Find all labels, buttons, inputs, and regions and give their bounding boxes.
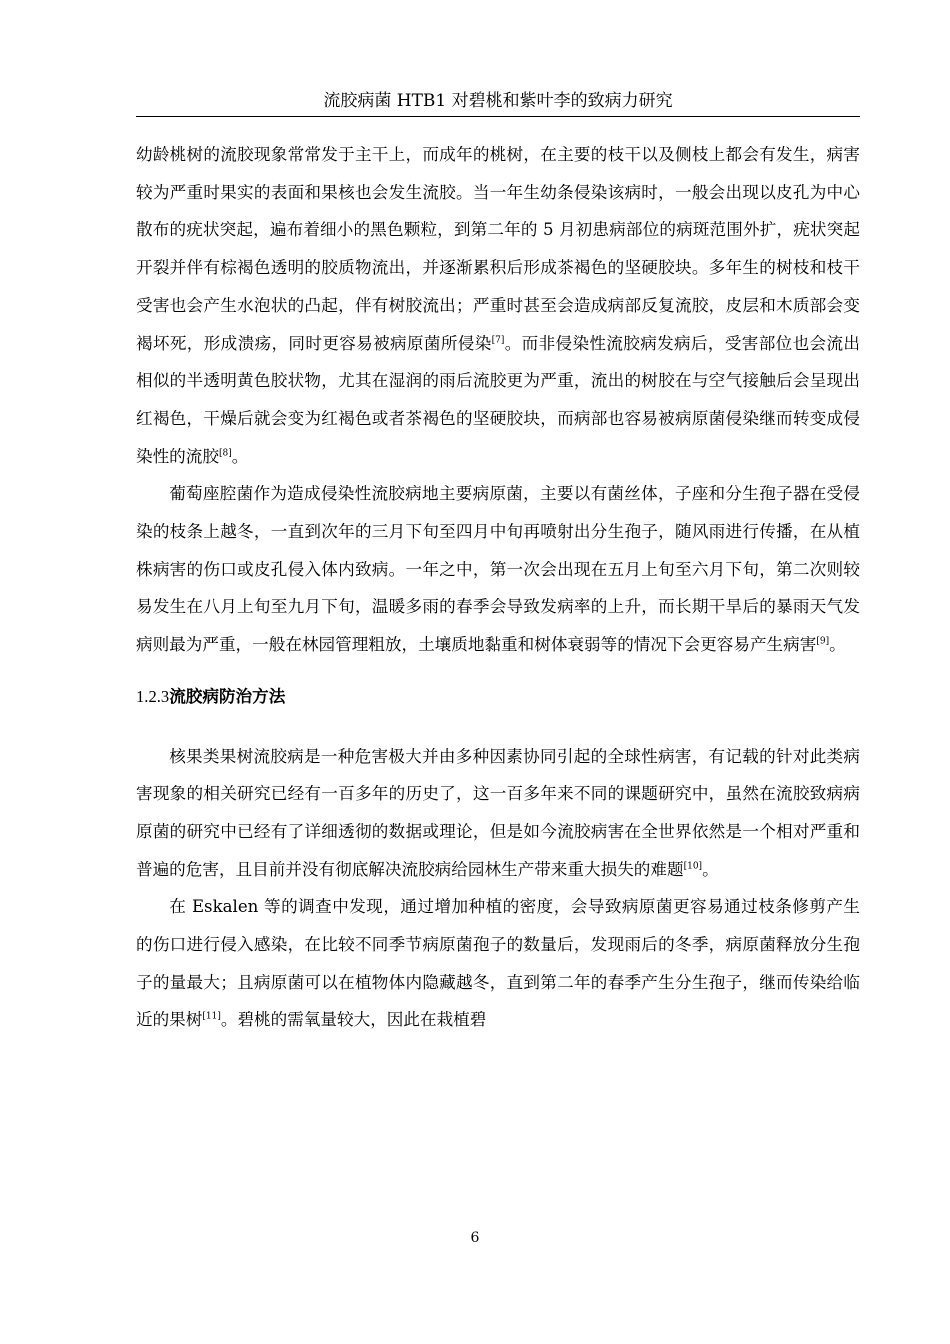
paragraph-text: 。碧桃的需氧量较大，因此在栽植碧	[220, 1010, 487, 1030]
citation: [7]	[491, 334, 505, 345]
paragraph-text: 在 Eskalen 等的调查中发现，通过增加种植的密度，会导致病原菌更容易通过枝条修剪产生的伤口进行侵入感染，在比较不同季节病原菌孢子的数量后，发现雨后的冬季，病原菌释放分生孢子的量最大；且病原菌可以在植物体内隐藏越冬，直到第二年的春季产生分生孢子，继而传染给临近的果树	[136, 897, 860, 1030]
header-divider	[136, 116, 860, 117]
paragraph-text: 。	[829, 635, 846, 655]
paragraph-1	[136, 136, 860, 475]
running-header: 流胶病菌 HTB1 对碧桃和紫叶李的致病力研究	[323, 91, 673, 111]
section-title: 流胶病防治方法	[169, 686, 286, 706]
body-text	[136, 136, 860, 1039]
citation: [9]	[816, 636, 830, 647]
paragraph-3	[136, 738, 860, 889]
paragraph-text: 。	[231, 446, 249, 466]
paragraph-text: 。	[702, 859, 719, 879]
paragraph-text: 。而非侵染性流胶病发病后，受害部位也会流出相似的半透明黄色胶状物，尤其在湿润的雨后流胶更为严重，流出的树胶在与空气接触后会呈现出红褐色，干燥后就会变为红褐色或者茶褐色的坚硬胶块，而病部也容易被病原菌侵染继而转变成侵染性的流胶	[136, 333, 860, 466]
paragraph-text: 葡萄座腔菌作为造成侵染性流胶病地主要病原菌，主要以有菌丝体，子座和分生孢子器在受侵染的枝条上越冬，一直到次年的三月下旬至四月中旬再喷射出分生孢子，随风雨进行传播，在从植株病害的伤口或皮孔侵入体内致病。一年之中，第一次会出现在五月上旬至六月下旬，第二次则较易发生在八月上旬至九月下旬，温暖多雨的春季会导致发病率的上升，而长期干旱后的暴雨天气发病则最为严重，一般在林园管理粗放，土壤质地黏重和树体衰弱等的情况下会更容易产生病害	[136, 484, 860, 655]
citation: [11]	[202, 1011, 221, 1022]
paragraph-4	[136, 888, 860, 1039]
section-heading	[136, 678, 860, 716]
paragraph-text: 核果类果树流胶病是一种危害极大并由多种因素协同引起的全球性病害，有记载的针对此类病害现象的相关研究已经有一百多年的历史了，这一百多年来不同的课题研究中，虽然在流胶致病病原菌的研究中已经有了详细透彻的数据或理论，但是如今流胶病害在全世界依然是一个相对严重和普遍的危害，且目前并没有彻底解决流胶病给园林生产带来重大损失的难题	[136, 746, 860, 879]
paragraph-text: 幼龄桃树的流胶现象常常发于主干上，而成年的桃树，在主要的枝干以及侧枝上都会有发生，病害较为严重时果实的表面和果核也会发生流胶。当一年生幼条侵染该病时，一般会出现以皮孔为中心散布的疣状突起，遍布着细小的黑色颗粒，到第二年的 5 月初患病部位的病斑范围外扩，疣状突起开裂并伴有棕褐色透明的胶质物流出，并逐渐累积后形成茶褐色的坚硬胶块。多年生的树枝和枝干受害也会产生水泡状的凸起，伴有树胶流出；严重时甚至会造成病部反复流胶，皮层和木质部会变褐坏死，形成溃疡，同时更容易被病原菌所侵染	[136, 145, 860, 353]
citation: [10]	[683, 861, 703, 872]
page-number: 6	[470, 1230, 480, 1246]
paragraph-2	[136, 475, 860, 664]
section-number: 1.2.3	[136, 686, 170, 706]
citation: [8]	[218, 448, 232, 459]
